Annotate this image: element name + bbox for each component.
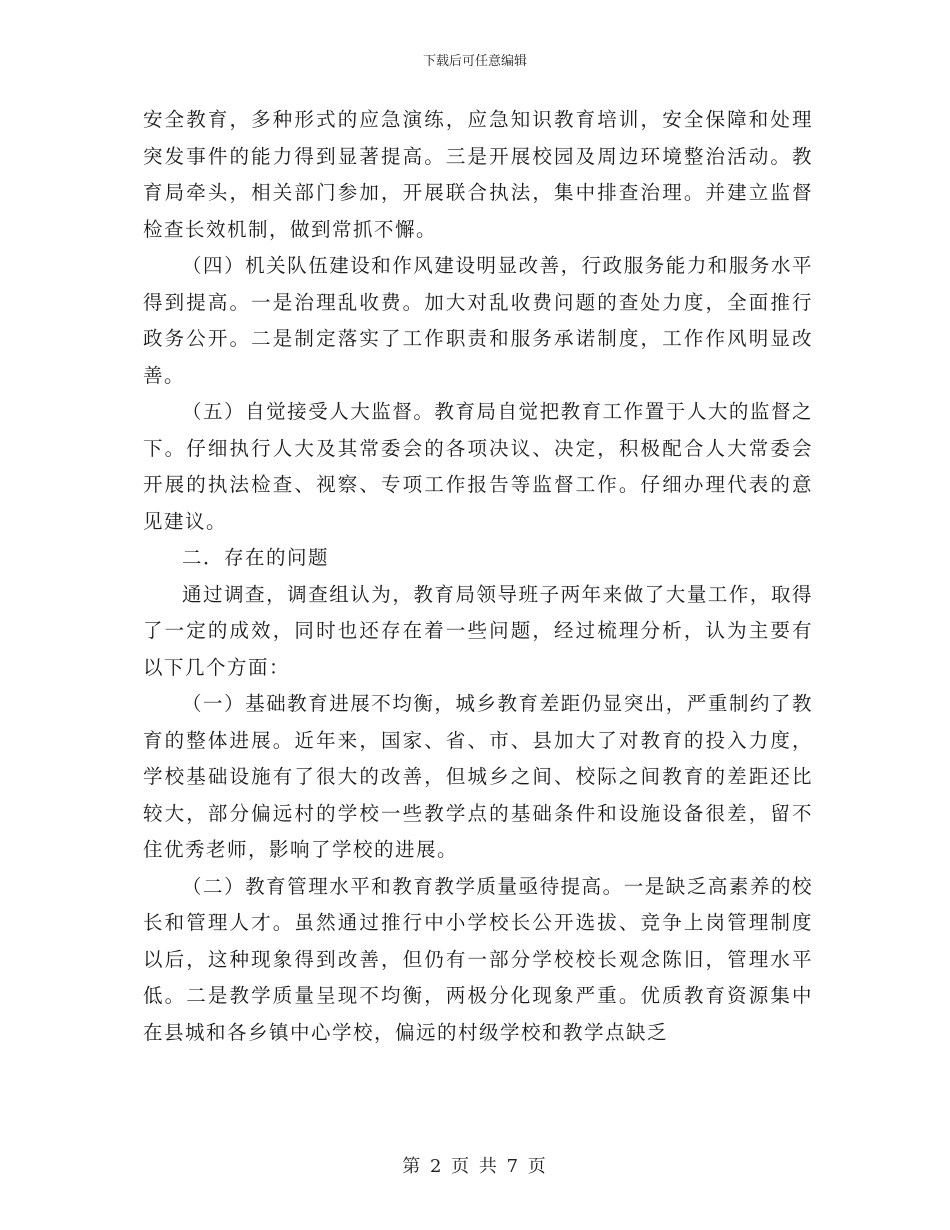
page-header: 下载后可任意编辑 [422,54,527,69]
page-number-footer: 第 2 页 共 7 页 [402,1156,548,1177]
paragraph: 通过调查，调查组认为，教育局领导班子两年来做了大量工作，取得了一定的成效，同时也还存在着一些问题，经过梳理分析，认为主要有以下几个方面： [143,582,813,679]
section-heading: 二．存在的问题 [182,546,330,569]
paragraph: （一）基础教育进展不均衡，城乡教育差距仍显突出，严重制约了教育的整体进展。近年来，国家、省、市、县加大了对教育的投入力度，学校基础设施有了很大的改善，但城乡之间、校际之间教育的差距还比较大，部分偏远村的学校一些教学点的基础条件和设施设备很差，留不住优秀老师，影响了学校的进展。 [143,692,813,861]
document-body [143,102,813,1051]
paragraph: 安全教育，多种形式的应急演练，应急知识教育培训，安全保障和处理突发事件的能力得到显著提高。三是开展校园及周边环境整治活动。教育局牵头，相关部门参加，开展联合执法，集中排查治理。并建立监督检查长效机制，做到常抓不懈。 [143,108,813,241]
paragraph: （五）自觉接受人大监督。教育局自觉把教育工作置于人大的监督之下。仔细执行人大及其常委会的各项决议、决定，积极配合人大常委会开展的执法检查、视察、专项工作报告等监督工作。仔细办理代表的意见建议。 [143,400,813,533]
paragraph: （二）教育管理水平和教育教学质量亟待提高。一是缺乏高素养的校长和管理人才。虽然通过推行中小学校长公开选拔、竞争上岗管理制度以后，这种现象得到改善，但仍有一部分学校校长观念陈旧，管理水平低。二是教学质量呈现不均衡，两极分化现象严重。优质教育资源集中在县城和各乡镇中心学校，偏远的村级学校和教学点缺乏 [143,874,813,1044]
paragraph: （四）机关队伍建设和作风建设明显改善，行政服务能力和服务水平得到提高。一是治理乱收费。加大对乱收费问题的查处力度，全面推行政务公开。二是制定落实了工作职责和服务承诺制度，工作作风明显改善。 [143,254,813,387]
